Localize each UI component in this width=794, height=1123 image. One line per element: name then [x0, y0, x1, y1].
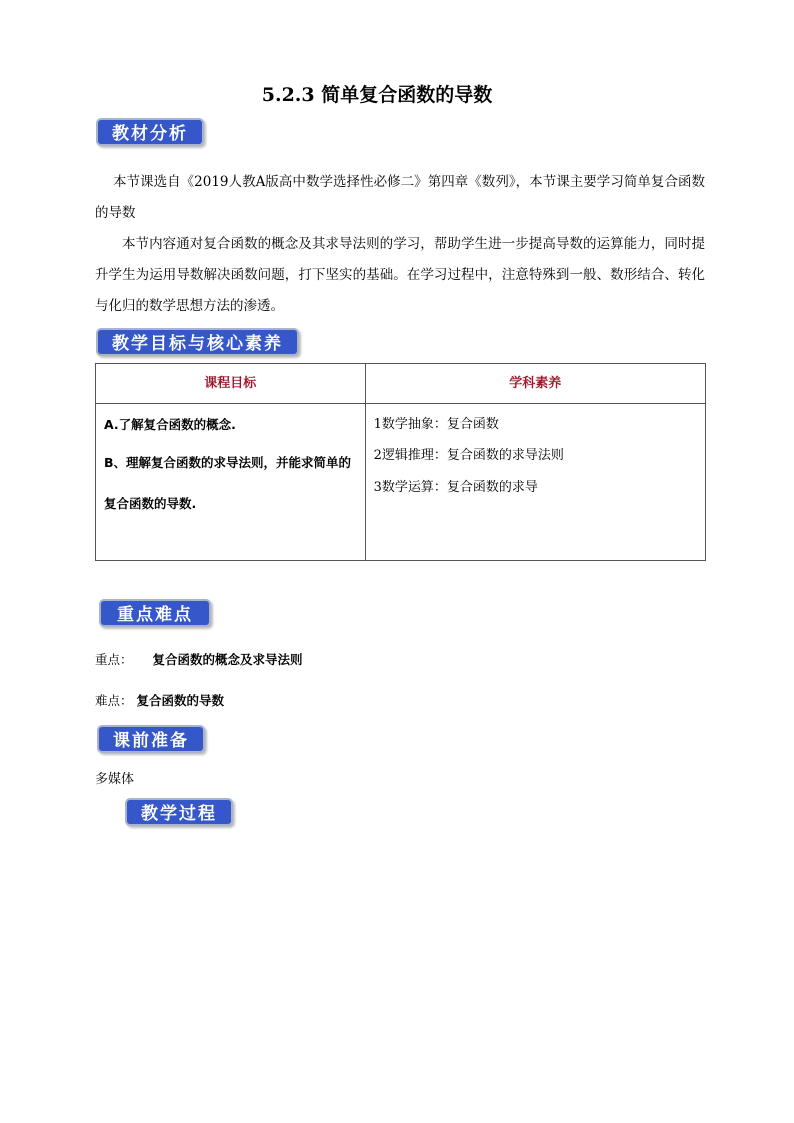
difficult-point-line [95, 691, 224, 709]
table-header-row [96, 364, 706, 404]
section-badge-key-difficult: 重点难点 [99, 599, 211, 627]
table-header-goals: 课程目标 [96, 364, 366, 404]
table-header-literacy: 学科素养 [365, 364, 705, 404]
goals-cell [96, 404, 366, 561]
page-title: 5.2.3 简单复合函数的导数 [261, 84, 493, 106]
section-badge-process: 教学过程 [125, 798, 233, 826]
preparation-value: 多媒体 [95, 772, 135, 787]
key-point-line [95, 650, 303, 668]
literacy-item: 1数学抽象：复合函数 [373, 417, 499, 432]
difficult-point-label: 难点： [95, 693, 133, 708]
section-badge-preparation: 课前准备 [97, 725, 205, 753]
analysis-paragraph-1: 本节课选自《2019人教A版高中数学选择性必修二》第四章《数列》，本节课主要学习简单复合函数的导数 [95, 174, 705, 221]
difficult-point-value: 复合函数的导数 [136, 693, 225, 708]
goal-item: B、理解复合函数的求导法则，并能求简单的复合函数的导数. [104, 455, 352, 511]
key-point-value: 复合函数的概念及求导法则 [152, 652, 303, 667]
table-row [96, 404, 706, 561]
literacy-cell [365, 404, 705, 561]
goals-literacy-table [95, 363, 706, 561]
literacy-item: 2逻辑推理：复合函数的求导法则 [373, 448, 564, 463]
goal-item: A.了解复合函数的概念. [104, 417, 236, 432]
literacy-item: 3数学运算：复合函数的求导 [373, 480, 538, 495]
section-badge-goals-literacy: 教学目标与核心素养 [96, 328, 299, 356]
key-point-label: 重点： [95, 652, 133, 667]
analysis-paragraph-2: 本节内容通对复合函数的概念及其求导法则的学习，帮助学生进一步提高导数的运算能力，同时提升学生为运用导数解决函数问题，打下坚实的基础。在学习过程中，注意特殊到一般、数形结合、转化与化归的数学思想方法的渗透。 [95, 236, 705, 314]
section-badge-textbook-analysis: 教材分析 [96, 118, 204, 146]
